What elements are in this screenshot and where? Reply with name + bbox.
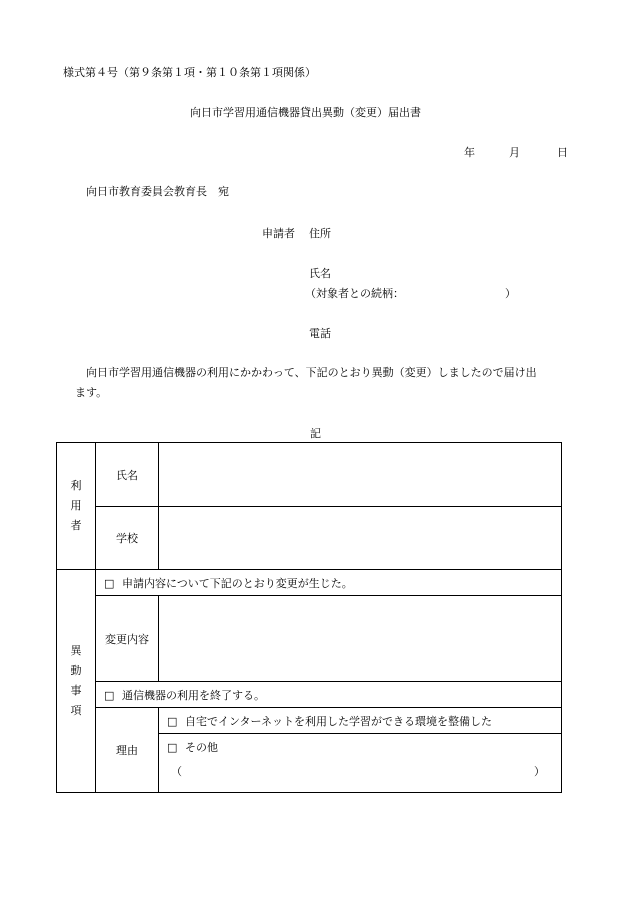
change-content-row (57, 596, 562, 682)
checkbox-other[interactable]: □ (167, 741, 178, 754)
relation-close-label: ） (505, 287, 516, 300)
document-title: 向日市学習用通信機器貸出異動（変更）届出書 (190, 106, 421, 119)
checkbox-internet[interactable]: □ (167, 714, 178, 728)
change-section-label: 異 動 事 項 (57, 570, 96, 793)
date-month-label: 月 (509, 146, 520, 159)
change-option-row (57, 570, 562, 596)
reason-other-label: その他 (185, 741, 218, 754)
end-option[interactable] (96, 682, 562, 708)
ki-heading: 記 (310, 427, 321, 440)
school-field[interactable] (159, 507, 562, 570)
applicant-name-label: 氏名 (309, 267, 331, 280)
reason-label: 理由 (96, 708, 159, 793)
change-option[interactable] (96, 570, 562, 596)
applicant-label: 申請者 (262, 227, 295, 240)
name-label: 氏名 (96, 443, 159, 507)
date-day-label: 日 (557, 146, 568, 159)
reason-internet-option[interactable] (159, 708, 562, 734)
reason-internet-row (57, 708, 562, 734)
date-year-label: 年 (464, 146, 475, 159)
other-reason-field[interactable] (159, 763, 561, 779)
change-content-label: 変更内容 (96, 596, 159, 682)
end-option-row (57, 682, 562, 708)
option-change-label: 申請内容について下記のとおり変更が生じた。 (122, 576, 353, 590)
change-content-field[interactable] (159, 596, 562, 682)
school-row (57, 507, 562, 570)
applicant-address-label: 住所 (309, 227, 331, 240)
school-label: 学校 (96, 507, 159, 570)
checkbox-end[interactable]: □ (104, 688, 115, 702)
checkbox-change[interactable]: □ (104, 576, 115, 590)
paren-close: ） (534, 765, 545, 778)
user-name-row (57, 443, 562, 507)
reason-other-option[interactable] (159, 734, 562, 793)
relation-open-label: （対象者との続柄： (305, 287, 404, 300)
body-text-line2: ます。 (75, 386, 108, 399)
addressee: 向日市教育委員会教育長 宛 (86, 185, 229, 198)
paren-open: （ (171, 765, 182, 778)
notification-table (56, 442, 562, 793)
reason-internet-label: 自宅でインターネットを利用した学習ができる環境を整備した (185, 714, 493, 728)
name-field[interactable] (159, 443, 562, 507)
body-text-line1: 向日市学習用通信機器の利用にかかわって、下記のとおり異動（変更）しましたので届け出 (86, 366, 537, 379)
option-end-label: 通信機器の利用を終了する。 (122, 688, 265, 702)
user-section-label: 利 用 者 (57, 443, 96, 570)
form-number: 様式第４号（第９条第１項・第１０条第１項関係） (63, 66, 316, 79)
applicant-phone-label: 電話 (309, 327, 331, 340)
